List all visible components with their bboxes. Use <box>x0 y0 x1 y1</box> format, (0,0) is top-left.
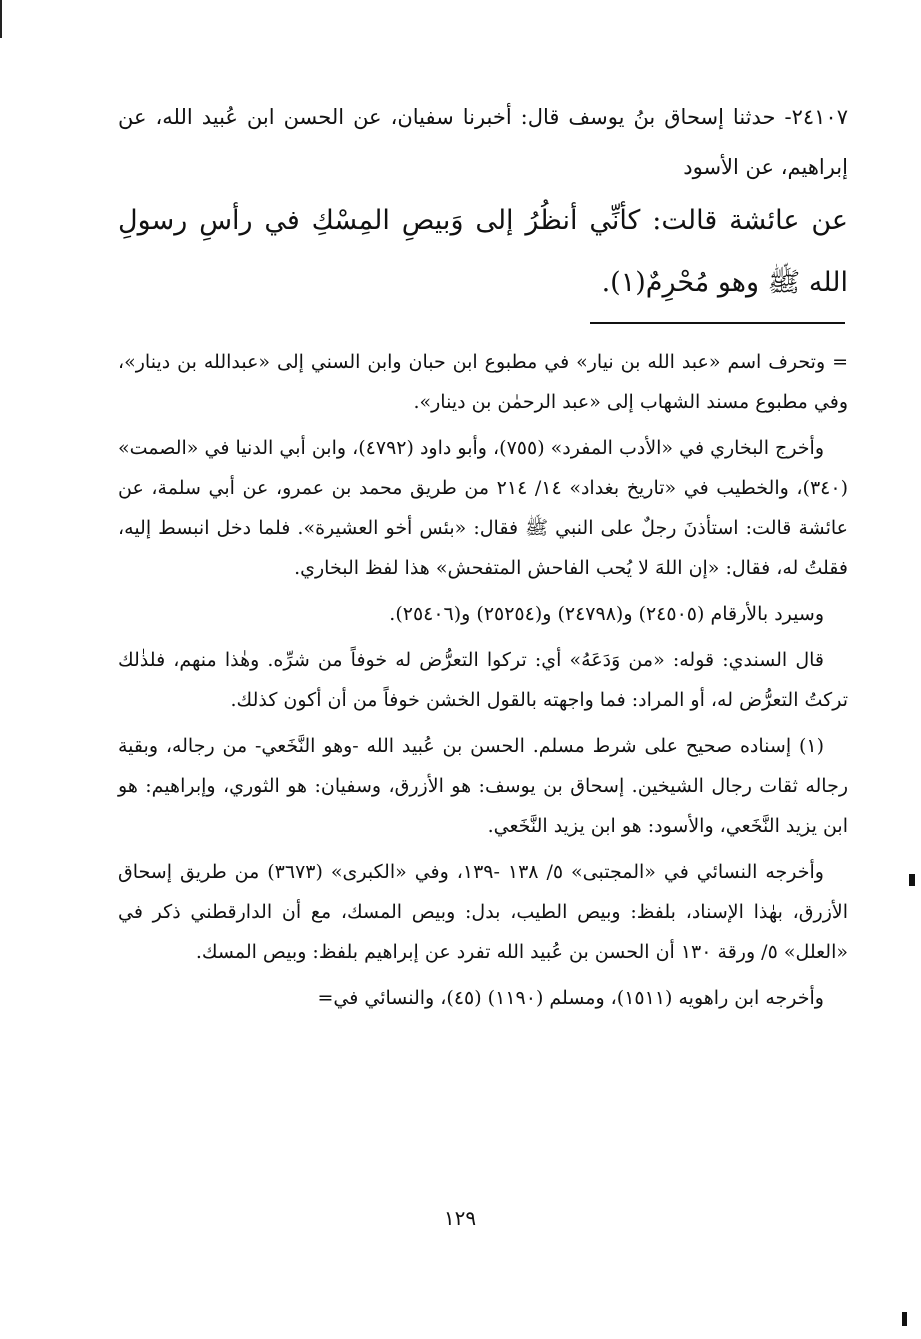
hadith-matn: عن عائشة قالت: كأنِّي أنظُرُ إلى وَبيصِ المِسْكِ في رأسِ رسولِ الله ﷺ وهو مُحْرِمٌ(١). <box>118 205 848 298</box>
footnote-paragraph: وسيرد بالأرقام (٢٤٥٠٥) و(٢٤٧٩٨) و(٢٥٢٥٤) و(٢٥٤٠٦). <box>389 603 824 625</box>
page-number: ١٢٩ <box>443 1206 477 1230</box>
scan-mark <box>909 874 915 886</box>
footnote-paragraph: = وتحرف اسم «عبد الله بن نيار» في مطبوع ابن حبان وابن السني إلى «عبدالله بن دينار»، وفي مطبوع مسند الشهاب إلى «عبد الرحمٰن بن دينار». <box>118 351 848 413</box>
hadith-isnad: ٢٤١٠٧- حدثنا إسحاق بنُ يوسف قال: أخبرنا سفيان، عن الحسن ابن عُبيد الله، عن إبراهيم، عن الأسود <box>118 105 848 179</box>
footnotes <box>118 342 848 1024</box>
scan-mark <box>902 1312 907 1326</box>
footnote-paragraph: وأخرجه ابن راهويه (١٥١١)، ومسلم (١١٩٠) (٤٥)، والنسائي في= <box>317 987 824 1009</box>
footnote-paragraph: (١) إسناده صحيح على شرط مسلم. الحسن بن عُبيد الله -وهو النَّخَعي- من رجاله، وبقية رجاله ثقات رجال الشيخين. إسحاق بن يوسف: هو الأزرق، وسفيان: هو الثوري، وإبراهيم: هو ابن يزيد النَّخَعي، والأسود: هو ابن يزيد النَّخَعي. <box>118 735 848 837</box>
footnote-paragraph: وأخرجه النسائي في «المجتبى» ٥/ ١٣٨ -١٣٩، وفي «الكبرى» (٣٦٧٣) من طريق إسحاق الأزرق، بهٰذا الإسناد، بلفظ: وبيص الطيب، بدل: وبيص المسك، مع أن الدارقطني ذكر في «العلل» ٥/ ورقة ١٣٠ أن الحسن بن عُبيد الله تفرد عن إبراهيم بلفظ: وبيص المسك. <box>118 861 848 963</box>
footnote-paragraph: قال السندي: قوله: «من وَدَعَهُ» أي: تركوا التعرُّض له خوفاً من شرِّه. وهٰذا منهم، فلذٰلك تركتُ التعرُّض له، أو المراد: فما واجهته بالقول الخشن خوفاً من أن أكون كذلك. <box>118 649 848 711</box>
footnote-paragraph: وأخرج البخاري في «الأدب المفرد» (٧٥٥)، وأبو داود (٤٧٩٢)، وابن أبي الدنيا في «الصمت» (٣٤٠)، والخطيب في «تاريخ بغداد» ١٤/ ٢١٤ من طريق محمد بن عمرو، عن أبي سلمة، عن عائشة قالت: استأذنَ رجلٌ على النبي ﷺ فقال: «بئس أخو العشيرة». فلما دخل انبسط إليه، فقلتُ له، فقال: «إن اللهَ لا يُحب الفاحش المتفحش» هذا لفظ البخاري. <box>118 437 848 579</box>
footnote-separator <box>590 322 845 324</box>
scan-edge-line <box>0 0 2 38</box>
